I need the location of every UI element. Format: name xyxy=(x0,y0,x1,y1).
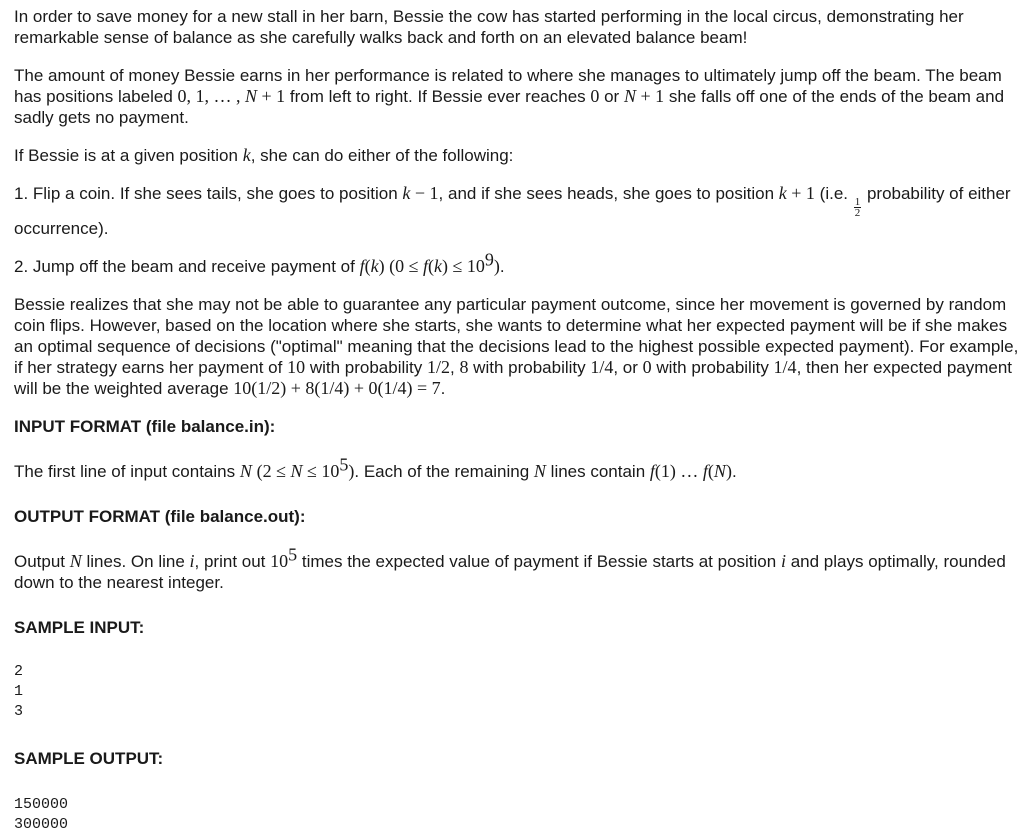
beam-paragraph: The amount of money Bessie earns in her performance is related to where she manages to ultimately jump off the beam. The beam has positions labeled 0, 1, … , N + 1 from left to right. If Bessie ever reaches 0 or N + 1 she falls off one of the ends of the beam and sadly gets no payment. xyxy=(14,66,1005,127)
sample-output-heading: SAMPLE OUTPUT: xyxy=(14,749,164,768)
option-flip-paragraph: 1. Flip a coin. If she sees tails, she goes to position k − 1, and if she sees heads, she goes to position k + 1 (i.e. $\frac{1}{2}$ probability of either occurrence). xyxy=(14,183,1011,238)
input-format-heading: INPUT FORMAT (file balance.in): xyxy=(14,417,276,436)
sample-output-block: 150000 300000 xyxy=(14,796,69,833)
position-paragraph: If Bessie is at a given position k, she can do either of the following: xyxy=(14,145,514,165)
output-format-text: Output N lines. On line i, print out $10^5$ times the expected value of payment if Bessie starts at position i and plays optimally, rounded down to the nearest integer. xyxy=(14,544,1006,592)
strategy-paragraph: Bessie realizes that she may not be able to guarantee any particular payment outcome, since her movement is governed by random coin flips. However, based on the location where she starts, she wants to determine what her expected payment will be if she makes an optimal sequence of decisions ("optimal" meaning that the decisions lead to the highest possible expected payment). For example, if her strategy earns her payment of 10 with probability 1/2, 8 with probability 1/4, or 0 with probability 1/4, then her expected payment will be the weighted average 10(1/2) + 8(1/4) + 0(1/4) = 7. xyxy=(14,295,1019,398)
one-half-fraction: $\frac{1}{2}$ xyxy=(854,196,861,219)
intro-paragraph: In order to save money for a new stall in her barn, Bessie the cow has started performing in the local circus, demonstrating her remarkable sense of balance as she carefully walks back and forth on an elevated balance beam! xyxy=(14,7,964,47)
output-format-heading: OUTPUT FORMAT (file balance.out): xyxy=(14,507,306,526)
option-jump-paragraph: 2. Jump off the beam and receive payment of f(k) $(0 \le f(k) \le 10^9)$. xyxy=(14,249,505,276)
sample-input-heading: SAMPLE INPUT: xyxy=(14,618,145,637)
input-format-text: The first line of input contains N $(2 \le N \le 10^5)$. Each of the remaining N lines contain f(1) … f(N). xyxy=(14,454,737,481)
sample-input-block: 2 1 3 xyxy=(14,663,24,720)
